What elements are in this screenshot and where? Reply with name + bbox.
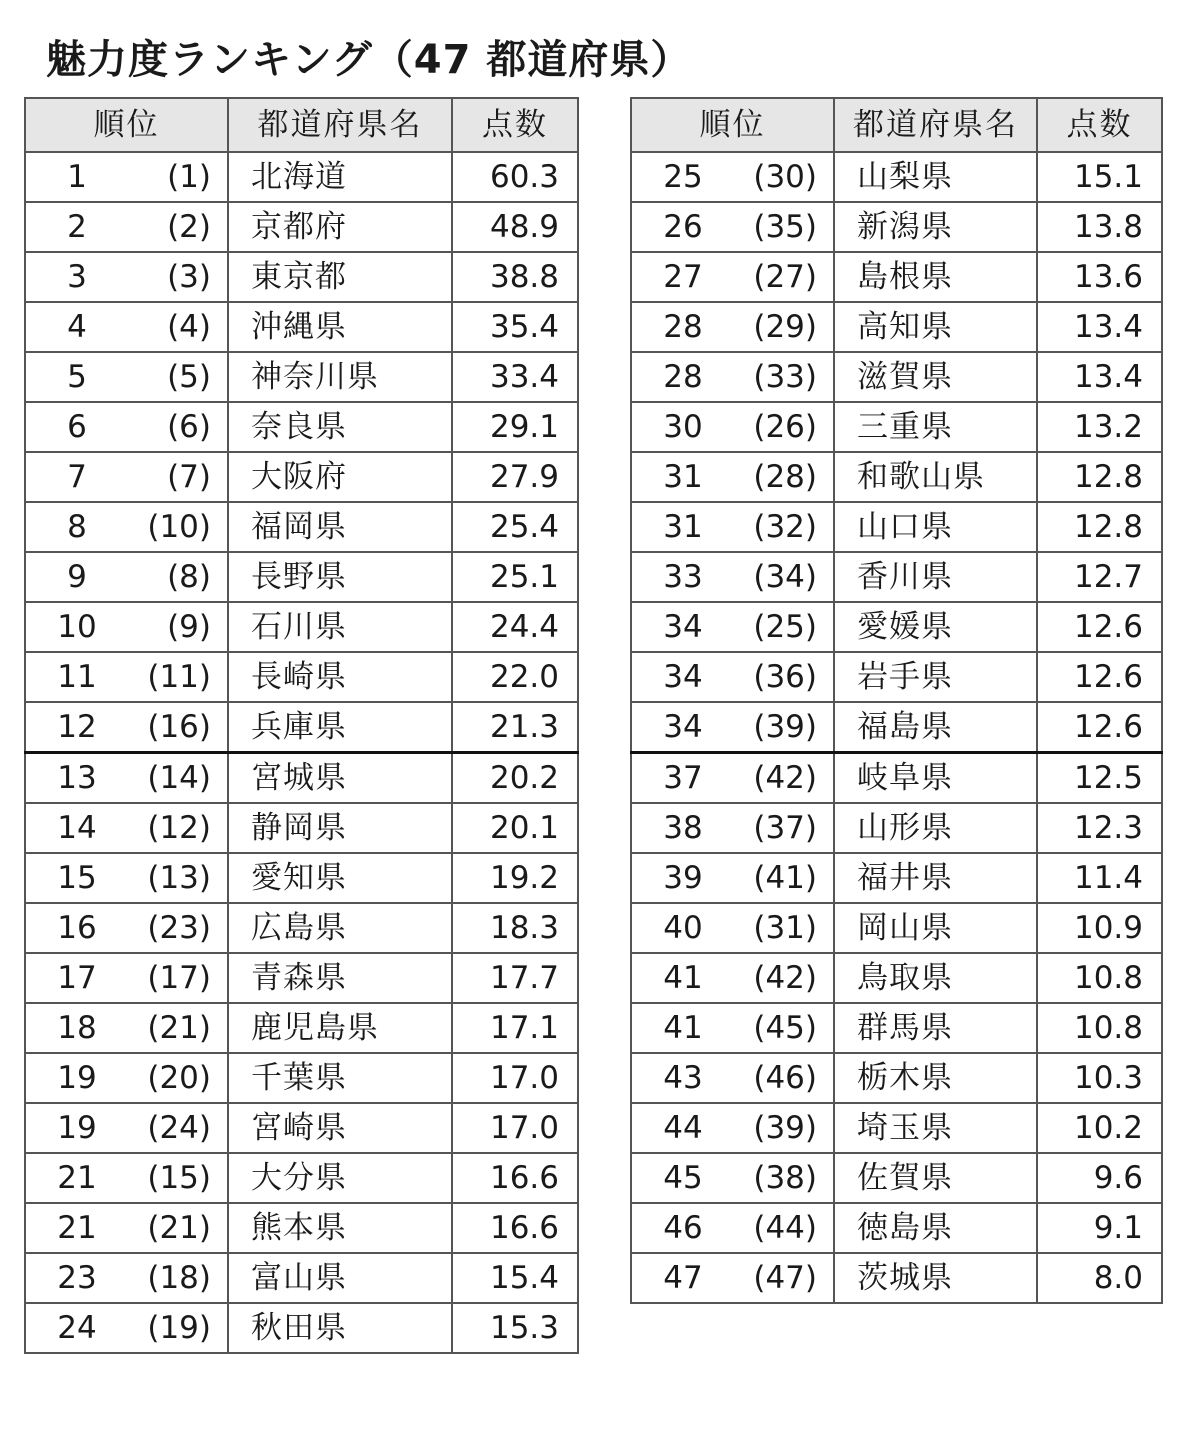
previous-rank: (20) [147, 1060, 211, 1096]
previous-rank: (29) [753, 309, 817, 345]
score-value: 60.3 [452, 152, 578, 202]
rank-cell [631, 552, 834, 602]
current-rank: 41 [663, 960, 703, 996]
prefecture-name: 新潟県 [834, 202, 1037, 252]
prefecture-name: 北海道 [228, 152, 452, 202]
previous-rank: (34) [753, 559, 817, 595]
table-row [25, 753, 578, 804]
score-value: 10.3 [1037, 1053, 1162, 1103]
previous-rank: (14) [147, 760, 211, 796]
table-row [631, 702, 1162, 753]
previous-rank: (44) [753, 1210, 817, 1246]
table-row [25, 803, 578, 853]
score-value: 13.2 [1037, 402, 1162, 452]
prefecture-name: 秋田県 [228, 1303, 452, 1353]
prefecture-name: 鳥取県 [834, 953, 1037, 1003]
score-value: 25.1 [452, 552, 578, 602]
previous-rank: (7) [167, 459, 211, 495]
previous-rank: (25) [753, 609, 817, 645]
prefecture-name: 沖縄県 [228, 302, 452, 352]
previous-rank: (26) [753, 409, 817, 445]
previous-rank: (33) [753, 359, 817, 395]
rank-cell [631, 652, 834, 702]
rank-cell [25, 452, 228, 502]
score-value: 17.1 [452, 1003, 578, 1053]
table-row [631, 953, 1162, 1003]
current-rank: 34 [663, 709, 703, 745]
prefecture-name: 徳島県 [834, 1203, 1037, 1253]
prefecture-name: 愛媛県 [834, 602, 1037, 652]
table-row [25, 702, 578, 753]
previous-rank: (12) [147, 810, 211, 846]
prefecture-name: 広島県 [228, 903, 452, 953]
ranking-table-left [24, 97, 579, 1354]
current-rank: 38 [663, 810, 703, 846]
previous-rank: (17) [147, 960, 211, 996]
prefecture-name: 神奈川県 [228, 352, 452, 402]
score-value: 15.4 [452, 1253, 578, 1303]
prefecture-name: 三重県 [834, 402, 1037, 452]
rank-cell [25, 552, 228, 602]
previous-rank: (6) [167, 409, 211, 445]
previous-rank: (47) [753, 1260, 817, 1296]
prefecture-name: 埼玉県 [834, 1103, 1037, 1153]
previous-rank: (36) [753, 659, 817, 695]
previous-rank: (35) [753, 209, 817, 245]
table-row [631, 602, 1162, 652]
rank-cell [631, 602, 834, 652]
score-value: 27.9 [452, 452, 578, 502]
table-row [25, 1053, 578, 1103]
table-row [25, 1203, 578, 1253]
rank-cell [25, 1303, 228, 1353]
prefecture-name: 岐阜県 [834, 753, 1037, 804]
current-rank: 47 [663, 1260, 703, 1296]
score-value: 9.1 [1037, 1203, 1162, 1253]
prefecture-name: 岩手県 [834, 652, 1037, 702]
current-rank: 34 [663, 609, 703, 645]
rank-cell [631, 1003, 834, 1053]
rank-cell [631, 302, 834, 352]
prefecture-name: 岡山県 [834, 903, 1037, 953]
table-row [25, 502, 578, 552]
table-row [25, 602, 578, 652]
previous-rank: (3) [167, 259, 211, 295]
current-rank: 46 [663, 1210, 703, 1246]
table-header-row [25, 98, 578, 152]
prefecture-column-header: 都道府県名 [834, 98, 1037, 152]
prefecture-name: 京都府 [228, 202, 452, 252]
prefecture-name: 富山県 [228, 1253, 452, 1303]
prefecture-name: 宮崎県 [228, 1103, 452, 1153]
previous-rank: (45) [753, 1010, 817, 1046]
score-value: 24.4 [452, 602, 578, 652]
previous-rank: (24) [147, 1110, 211, 1146]
table-row [631, 1053, 1162, 1103]
rank-cell [631, 452, 834, 502]
score-value: 10.2 [1037, 1103, 1162, 1153]
table-row [25, 152, 578, 202]
rank-cell [631, 903, 834, 953]
table-row [25, 452, 578, 502]
current-rank: 14 [57, 810, 97, 846]
score-value: 12.8 [1037, 502, 1162, 552]
rank-cell [25, 853, 228, 903]
current-rank: 34 [663, 659, 703, 695]
previous-rank: (23) [147, 910, 211, 946]
score-value: 10.9 [1037, 903, 1162, 953]
prefecture-column-header: 都道府県名 [228, 98, 452, 152]
score-value: 8.0 [1037, 1253, 1162, 1303]
score-value: 12.7 [1037, 552, 1162, 602]
prefecture-name: 山形県 [834, 803, 1037, 853]
rank-cell [25, 602, 228, 652]
current-rank: 7 [67, 459, 87, 495]
current-rank: 12 [57, 709, 97, 745]
prefecture-name: 兵庫県 [228, 702, 452, 753]
prefecture-name: 福岡県 [228, 502, 452, 552]
rank-cell [631, 402, 834, 452]
score-value: 21.3 [452, 702, 578, 753]
current-rank: 1 [67, 159, 87, 195]
table-row [631, 1153, 1162, 1203]
rank-cell [631, 753, 834, 804]
table-row [631, 753, 1162, 804]
rank-cell [631, 1253, 834, 1303]
prefecture-name: 大阪府 [228, 452, 452, 502]
prefecture-name: 栃木県 [834, 1053, 1037, 1103]
table-row [25, 652, 578, 702]
rank-cell [631, 352, 834, 402]
current-rank: 5 [67, 359, 87, 395]
table-row [631, 903, 1162, 953]
prefecture-name: 奈良県 [228, 402, 452, 452]
current-rank: 41 [663, 1010, 703, 1046]
table-row [631, 452, 1162, 502]
current-rank: 21 [57, 1210, 97, 1246]
current-rank: 16 [57, 910, 97, 946]
score-value: 12.5 [1037, 753, 1162, 804]
previous-rank: (27) [753, 259, 817, 295]
current-rank: 44 [663, 1110, 703, 1146]
table-row [25, 552, 578, 602]
score-value: 17.0 [452, 1053, 578, 1103]
rank-column-header: 順位 [25, 98, 228, 152]
current-rank: 27 [663, 259, 703, 295]
previous-rank: (30) [753, 159, 817, 195]
score-value: 19.2 [452, 853, 578, 903]
score-value: 33.4 [452, 352, 578, 402]
prefecture-name: 香川県 [834, 552, 1037, 602]
score-value: 20.1 [452, 803, 578, 853]
table-row [25, 1303, 578, 1353]
score-value: 13.4 [1037, 302, 1162, 352]
prefecture-name: 山梨県 [834, 152, 1037, 202]
table-row [25, 202, 578, 252]
current-rank: 8 [67, 509, 87, 545]
previous-rank: (13) [147, 860, 211, 896]
table-row [631, 552, 1162, 602]
rank-cell [631, 202, 834, 252]
prefecture-name: 宮城県 [228, 753, 452, 804]
score-value: 38.8 [452, 252, 578, 302]
current-rank: 4 [67, 309, 87, 345]
previous-rank: (28) [753, 459, 817, 495]
previous-rank: (39) [753, 1110, 817, 1146]
previous-rank: (5) [167, 359, 211, 395]
rank-cell [25, 252, 228, 302]
prefecture-name: 大分県 [228, 1153, 452, 1203]
score-value: 13.4 [1037, 352, 1162, 402]
table-row [631, 352, 1162, 402]
previous-rank: (10) [147, 509, 211, 545]
prefecture-name: 島根県 [834, 252, 1037, 302]
score-value: 17.0 [452, 1103, 578, 1153]
score-value: 13.6 [1037, 252, 1162, 302]
current-rank: 31 [663, 509, 703, 545]
table-row [25, 352, 578, 402]
rank-cell [25, 903, 228, 953]
previous-rank: (18) [147, 1260, 211, 1296]
current-rank: 2 [67, 209, 87, 245]
table-row [631, 252, 1162, 302]
previous-rank: (4) [167, 309, 211, 345]
table-row [631, 152, 1162, 202]
table-row [631, 402, 1162, 452]
current-rank: 26 [663, 209, 703, 245]
prefecture-name: 東京都 [228, 252, 452, 302]
rank-cell [631, 953, 834, 1003]
previous-rank: (15) [147, 1160, 211, 1196]
score-value: 10.8 [1037, 1003, 1162, 1053]
rank-cell [25, 1253, 228, 1303]
current-rank: 19 [57, 1060, 97, 1096]
current-rank: 17 [57, 960, 97, 996]
table-row [631, 803, 1162, 853]
ranking-table-right [630, 97, 1163, 1304]
rank-cell [631, 702, 834, 753]
previous-rank: (42) [753, 960, 817, 996]
score-value: 48.9 [452, 202, 578, 252]
table-row [25, 1103, 578, 1153]
table-row [631, 1253, 1162, 1303]
prefecture-name: 佐賀県 [834, 1153, 1037, 1203]
prefecture-name: 熊本県 [228, 1203, 452, 1253]
rank-cell [25, 502, 228, 552]
current-rank: 10 [57, 609, 97, 645]
rank-cell [25, 402, 228, 452]
previous-rank: (31) [753, 910, 817, 946]
rank-cell [25, 1103, 228, 1153]
rank-cell [631, 1053, 834, 1103]
score-value: 15.1 [1037, 152, 1162, 202]
current-rank: 11 [57, 659, 97, 695]
table-row [25, 853, 578, 903]
previous-rank: (39) [753, 709, 817, 745]
previous-rank: (41) [753, 860, 817, 896]
previous-rank: (1) [167, 159, 211, 195]
rank-cell [631, 252, 834, 302]
prefecture-name: 長野県 [228, 552, 452, 602]
table-row [631, 502, 1162, 552]
prefecture-name: 福島県 [834, 702, 1037, 753]
prefecture-name: 静岡県 [228, 803, 452, 853]
score-column-header: 点数 [1037, 98, 1162, 152]
current-rank: 18 [57, 1010, 97, 1046]
score-value: 10.8 [1037, 953, 1162, 1003]
current-rank: 43 [663, 1060, 703, 1096]
score-value: 12.6 [1037, 652, 1162, 702]
score-value: 35.4 [452, 302, 578, 352]
rank-cell [25, 1053, 228, 1103]
score-value: 13.8 [1037, 202, 1162, 252]
current-rank: 33 [663, 559, 703, 595]
prefecture-name: 鹿児島県 [228, 1003, 452, 1053]
score-value: 11.4 [1037, 853, 1162, 903]
table-row [631, 302, 1162, 352]
prefecture-name: 和歌山県 [834, 452, 1037, 502]
score-value: 16.6 [452, 1203, 578, 1253]
table-row [25, 1253, 578, 1303]
rank-cell [25, 352, 228, 402]
previous-rank: (19) [147, 1310, 211, 1346]
current-rank: 3 [67, 259, 87, 295]
score-value: 12.3 [1037, 803, 1162, 853]
rank-cell [631, 1203, 834, 1253]
rank-cell [25, 1003, 228, 1053]
prefecture-name: 福井県 [834, 853, 1037, 903]
prefecture-name: 長崎県 [228, 652, 452, 702]
previous-rank: (9) [167, 609, 211, 645]
table-row [631, 652, 1162, 702]
previous-rank: (2) [167, 209, 211, 245]
score-value: 22.0 [452, 652, 578, 702]
current-rank: 24 [57, 1310, 97, 1346]
current-rank: 19 [57, 1110, 97, 1146]
score-value: 12.6 [1037, 702, 1162, 753]
score-value: 12.6 [1037, 602, 1162, 652]
table-row [631, 1003, 1162, 1053]
previous-rank: (38) [753, 1160, 817, 1196]
score-value: 25.4 [452, 502, 578, 552]
current-rank: 37 [663, 760, 703, 796]
previous-rank: (8) [167, 559, 211, 595]
rank-cell [25, 753, 228, 804]
previous-rank: (21) [147, 1210, 211, 1246]
current-rank: 23 [57, 1260, 97, 1296]
prefecture-name: 青森県 [228, 953, 452, 1003]
table-row [631, 853, 1162, 903]
rank-cell [631, 152, 834, 202]
current-rank: 25 [663, 159, 703, 195]
previous-rank: (37) [753, 810, 817, 846]
current-rank: 31 [663, 459, 703, 495]
previous-rank: (32) [753, 509, 817, 545]
current-rank: 28 [663, 359, 703, 395]
page-title: 魅力度ランキング（47 都道府県） [46, 37, 692, 83]
table-row [25, 1003, 578, 1053]
score-value: 15.3 [452, 1303, 578, 1353]
previous-rank: (16) [147, 709, 211, 745]
current-rank: 9 [67, 559, 87, 595]
rank-column-header: 順位 [631, 98, 834, 152]
current-rank: 28 [663, 309, 703, 345]
prefecture-name: 滋賀県 [834, 352, 1037, 402]
table-row [25, 1153, 578, 1203]
table-row [631, 1203, 1162, 1253]
rank-cell [631, 502, 834, 552]
rank-cell [25, 202, 228, 252]
rank-cell [25, 803, 228, 853]
table-row [25, 302, 578, 352]
previous-rank: (11) [147, 659, 211, 695]
score-value: 20.2 [452, 753, 578, 804]
score-value: 9.6 [1037, 1153, 1162, 1203]
current-rank: 21 [57, 1160, 97, 1196]
table-row [25, 953, 578, 1003]
prefecture-name: 高知県 [834, 302, 1037, 352]
rank-cell [631, 1103, 834, 1153]
rank-cell [25, 302, 228, 352]
table-row [25, 903, 578, 953]
prefecture-name: 石川県 [228, 602, 452, 652]
previous-rank: (46) [753, 1060, 817, 1096]
rank-cell [631, 853, 834, 903]
rank-cell [25, 1153, 228, 1203]
score-value: 12.8 [1037, 452, 1162, 502]
table-row [25, 402, 578, 452]
current-rank: 40 [663, 910, 703, 946]
current-rank: 6 [67, 409, 87, 445]
current-rank: 15 [57, 860, 97, 896]
previous-rank: (21) [147, 1010, 211, 1046]
score-column-header: 点数 [452, 98, 578, 152]
rank-cell [25, 702, 228, 753]
score-value: 29.1 [452, 402, 578, 452]
score-value: 18.3 [452, 903, 578, 953]
table-row [631, 202, 1162, 252]
rank-cell [25, 953, 228, 1003]
table-row [631, 1103, 1162, 1153]
rank-cell [25, 152, 228, 202]
rank-cell [631, 803, 834, 853]
rank-cell [25, 652, 228, 702]
prefecture-name: 千葉県 [228, 1053, 452, 1103]
current-rank: 45 [663, 1160, 703, 1196]
score-value: 17.7 [452, 953, 578, 1003]
table-header-row [631, 98, 1162, 152]
score-value: 16.6 [452, 1153, 578, 1203]
current-rank: 13 [57, 760, 97, 796]
rank-cell [631, 1153, 834, 1203]
prefecture-name: 愛知県 [228, 853, 452, 903]
prefecture-name: 山口県 [834, 502, 1037, 552]
prefecture-name: 茨城県 [834, 1253, 1037, 1303]
table-row [25, 252, 578, 302]
prefecture-name: 群馬県 [834, 1003, 1037, 1053]
rank-cell [25, 1203, 228, 1253]
current-rank: 39 [663, 860, 703, 896]
previous-rank: (42) [753, 760, 817, 796]
current-rank: 30 [663, 409, 703, 445]
